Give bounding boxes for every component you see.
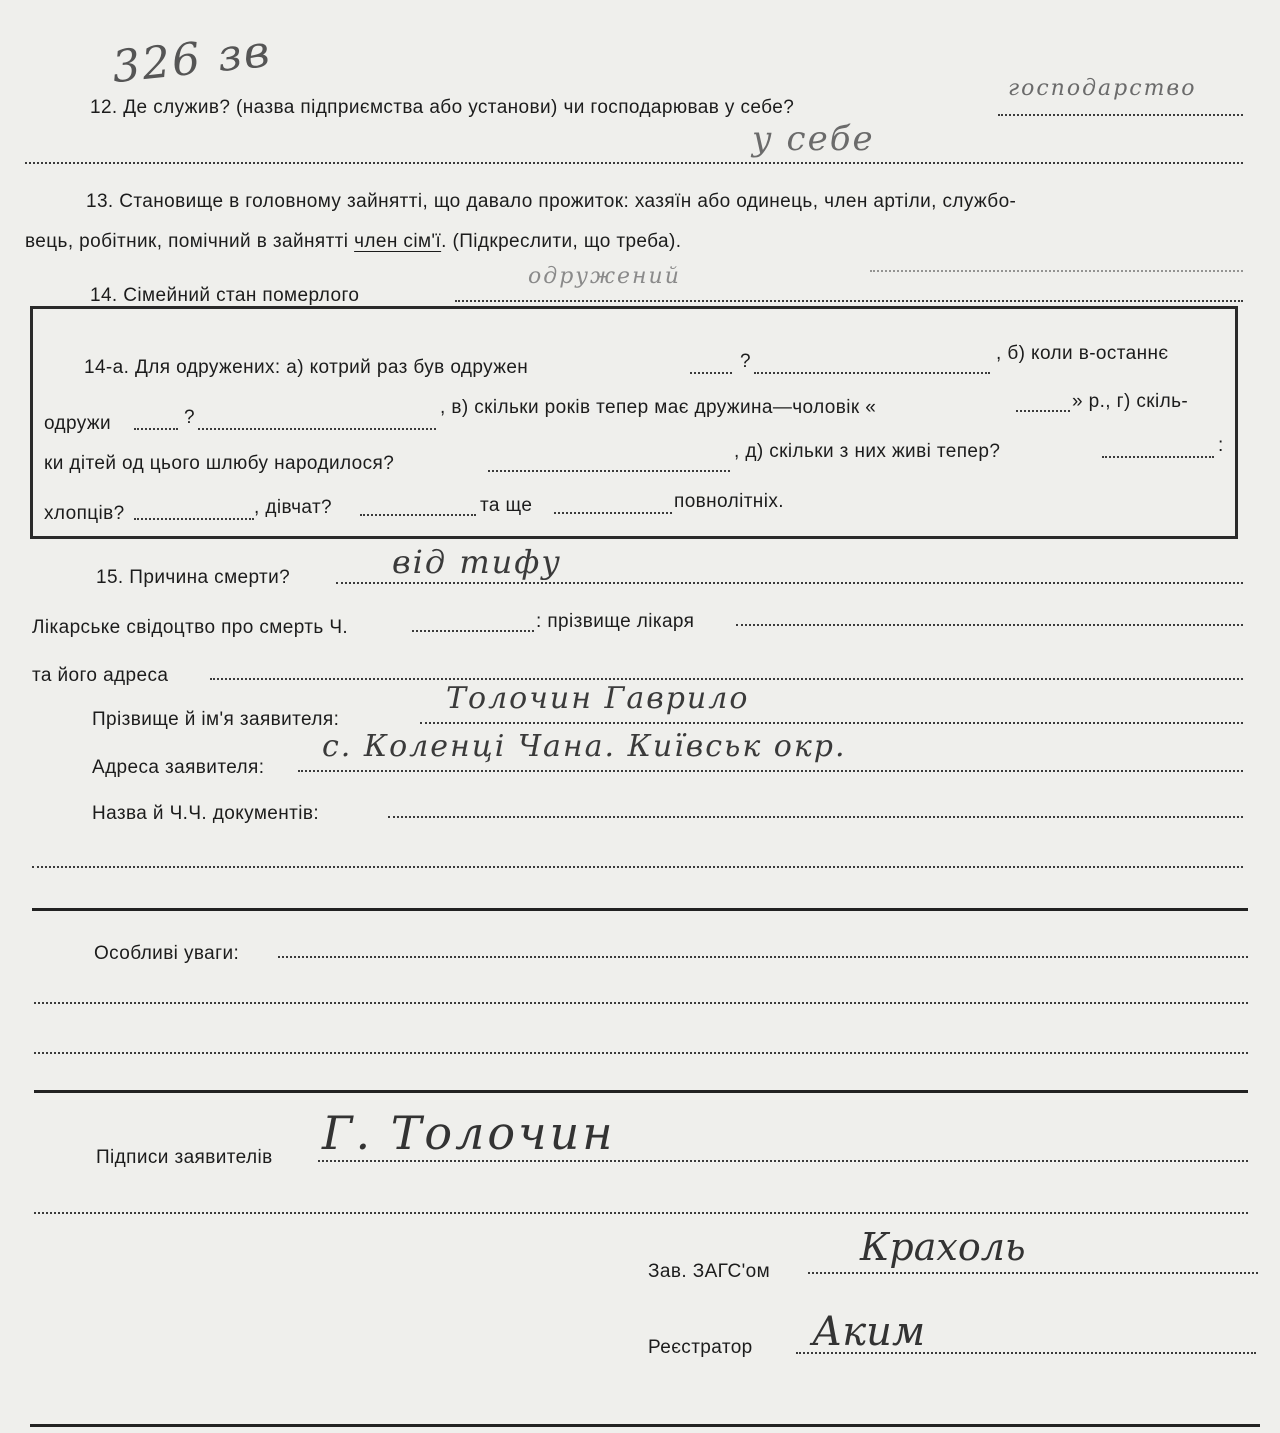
married-details-box <box>30 306 1238 539</box>
q15-answer: від тифу <box>392 543 562 581</box>
q14a-spouse-age-line <box>1016 410 1070 412</box>
q14a-adults-line <box>554 512 672 514</box>
q14a-line-2a: одружи <box>44 413 112 434</box>
registrar-label: Реєстратор <box>648 1337 753 1358</box>
notes-line-1 <box>278 956 1248 958</box>
documents-line-1 <box>388 816 1243 818</box>
q12-answer-line-2 <box>25 162 1243 164</box>
notes-line-3 <box>34 1052 1248 1054</box>
q14a-line-4d: повнолітніх. <box>674 491 784 512</box>
q14-answer-line <box>455 300 1243 302</box>
applicants-signature-label: Підписи заявителів <box>96 1147 273 1168</box>
q15-answer-line <box>336 582 1243 584</box>
archive-number: 326 зв <box>109 25 274 94</box>
q14-label: 14. Сімейний стан померлого <box>90 285 360 306</box>
q14a-line-4a: хлопців? <box>44 503 125 524</box>
doctor-surname-line <box>736 624 1243 626</box>
q14a-children-born-line <box>488 470 730 472</box>
q14a-line-4c: та ще <box>480 495 533 516</box>
documents-line-2 <box>32 866 1243 868</box>
section-divider-2 <box>34 1090 1248 1093</box>
q13-line-1: 13. Становище в головному зайнятті, що давало прожиток: хазяїн або одинець, член артіли, службо- <box>86 191 1017 212</box>
q14a-last-marriage-line-b <box>198 428 436 430</box>
q14a-last-marriage-line-a <box>134 428 178 430</box>
q14a-children-alive-line <box>1102 456 1214 458</box>
applicants-signature-line-2 <box>34 1212 1248 1214</box>
doctor-address-line <box>210 678 1243 680</box>
q14a-girls-line <box>360 514 476 516</box>
q12-answer-2: у себе <box>752 119 875 159</box>
q15-label: 15. Причина смерти? <box>96 567 291 588</box>
applicant-address-label: Адреса заявителя: <box>92 757 265 778</box>
registry-head-signature: Крахоль <box>860 1225 1026 1269</box>
q14a-line-1c: , б) коли в-останнє <box>996 343 1169 364</box>
applicant-address-value: с. Коленці Чана. Київськ окр. <box>322 729 847 764</box>
q13-line-2-end: . (Підкреслити, що треба). <box>441 231 682 252</box>
q14a-boys-line <box>134 518 254 520</box>
applicant-signature: Г. Толочин <box>322 1106 616 1160</box>
documents-label: Назва й Ч.Ч. документів: <box>92 803 320 824</box>
q12-answer-1: господарство <box>1008 76 1197 101</box>
page-bottom-rule <box>30 1424 1260 1427</box>
q12-answer-line-1 <box>998 114 1243 116</box>
q14a-line-3c: : <box>1218 435 1224 456</box>
q13-extra-line <box>870 270 1243 272</box>
q14a-line-2b: ? <box>184 407 195 428</box>
q14a-line-1b: ? <box>740 351 751 372</box>
applicant-name-value: Толочин Гаврило <box>446 681 750 716</box>
q13-underlined-option: член сім'ї <box>354 231 442 252</box>
q14a-line-1a: 14-а. Для одружених: а) котрий раз був одружен <box>84 357 529 378</box>
applicant-name-line <box>420 722 1243 724</box>
applicant-name-label: Прізвище й ім'я заявителя: <box>92 709 340 730</box>
registry-head-label: Зав. ЗАГС'ом <box>648 1261 771 1282</box>
q14a-marriage-count-line-b <box>754 372 990 374</box>
medical-certificate-label: Лікарське свідоцтво про смерть Ч. <box>32 617 349 638</box>
registry-head-line <box>808 1272 1258 1274</box>
doctor-address-label: та його адреса <box>32 665 169 686</box>
q14a-line-2c: , в) скільки років тепер має дружина—чоловік « <box>440 397 877 418</box>
section-divider-1 <box>32 908 1248 911</box>
q14a-line-4b: , дівчат? <box>254 497 333 518</box>
notes-line-2 <box>34 1002 1248 1004</box>
doctor-surname-label: : прізвище лікаря <box>536 611 695 632</box>
applicants-signature-line <box>318 1160 1248 1162</box>
q14a-marriage-count-line-a <box>690 372 732 374</box>
q13-line-2-start: вець, робітник, помічний в зайнятті <box>25 231 349 252</box>
q14-answer: одружений <box>528 264 681 289</box>
notes-label: Особливі уваги: <box>94 943 240 964</box>
q14a-line-3b: , д) скільки з них живі тепер? <box>734 441 1001 462</box>
q14a-line-2d: » р., г) скіль- <box>1072 391 1189 412</box>
q14a-line-3a: ки дітей од цього шлюбу народилося? <box>44 453 395 474</box>
q13-line-2 <box>25 232 681 251</box>
medical-certificate-number-line <box>412 630 534 632</box>
registrar-signature: Аким <box>812 1309 926 1355</box>
applicant-address-line <box>298 770 1243 772</box>
q12-label: 12. Де служив? (назва підприємства або установи) чи господарював у себе? <box>90 97 795 118</box>
